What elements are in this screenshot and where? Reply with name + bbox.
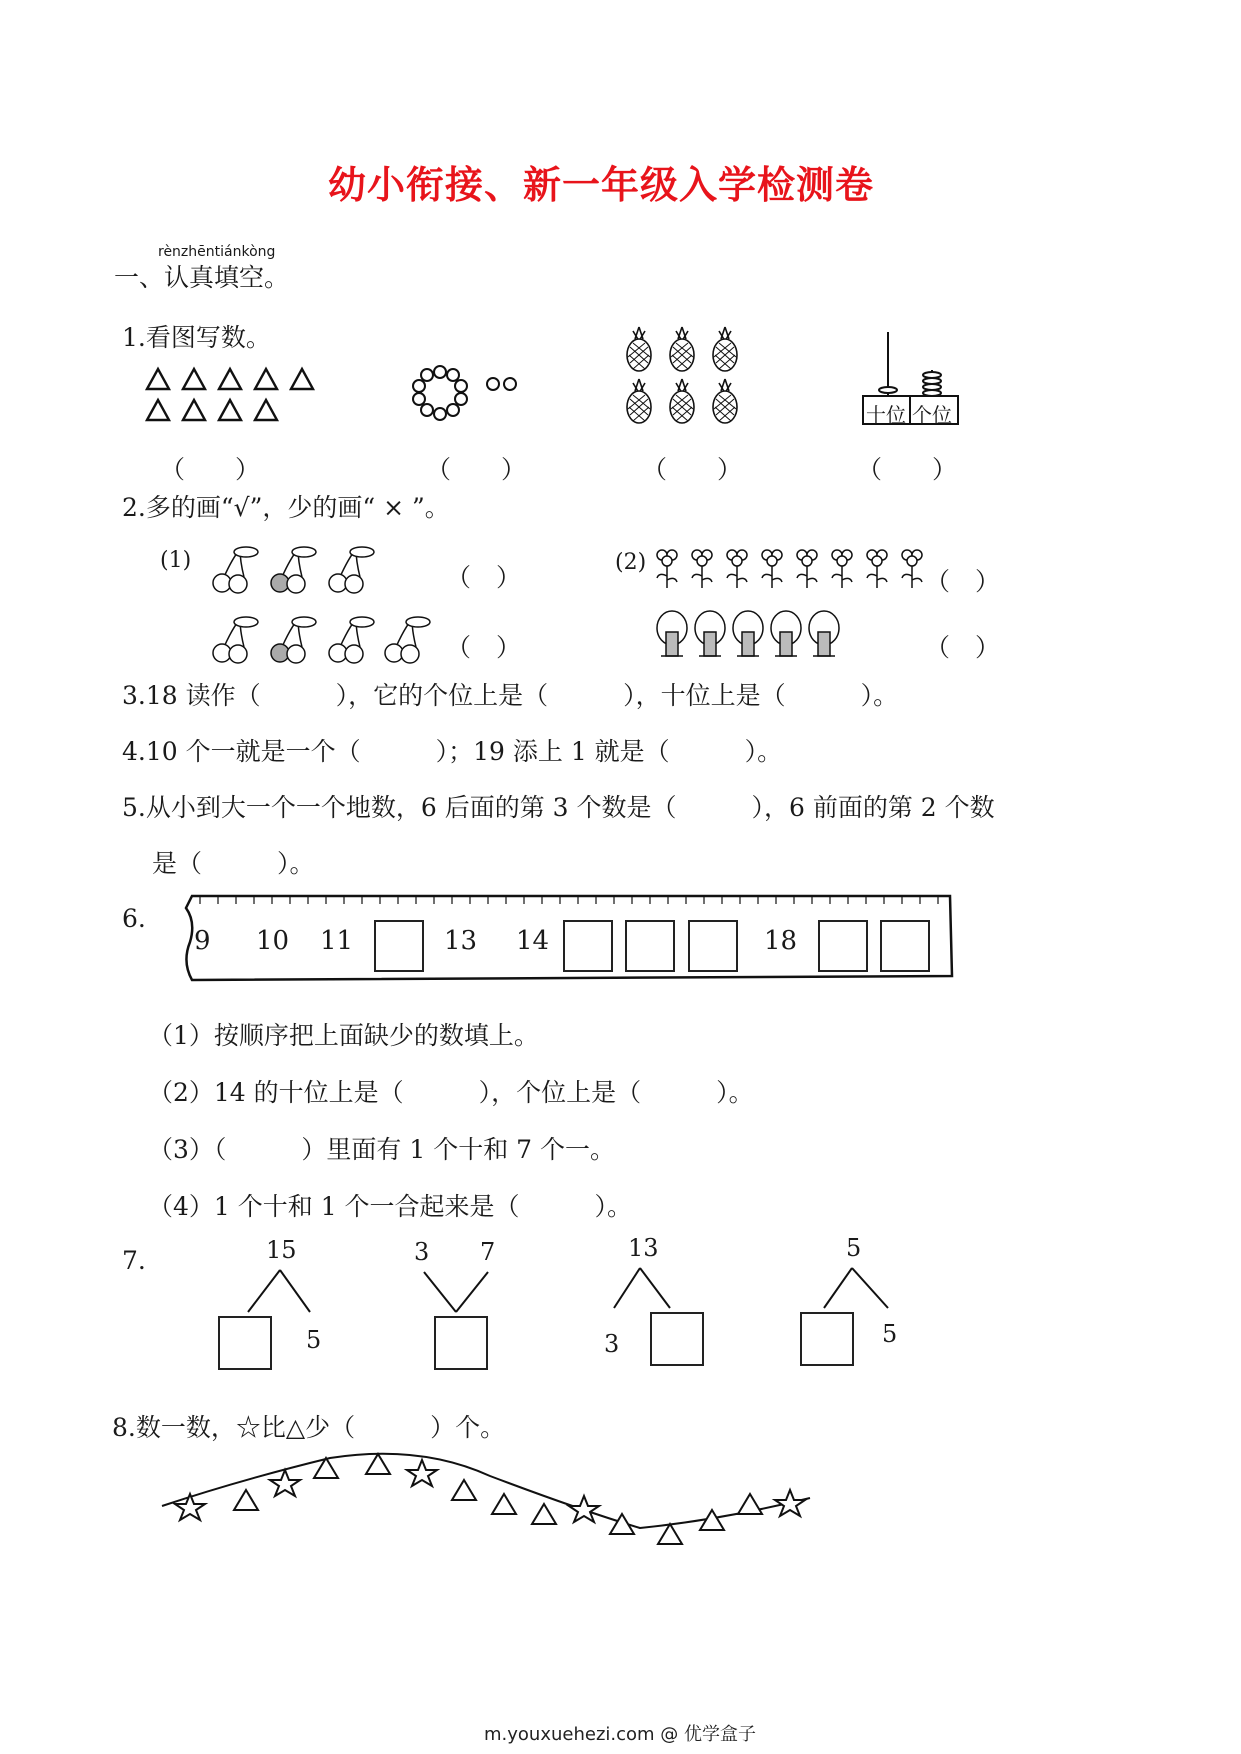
- ruler-blank-17[interactable]: [688, 920, 738, 972]
- q5-text-line1: 5.从小到大一个一个地数，6 后面的第 3 个数是（ ），6 前面的第 2 个数: [122, 793, 995, 822]
- q7-tree-3-left: 3: [604, 1330, 620, 1358]
- section-heading: 一、认真填空。: [114, 263, 290, 292]
- q7-tree-1-top: 15: [266, 1236, 297, 1264]
- ruler-blank-15[interactable]: [563, 920, 613, 972]
- q1-pineapples-figure: [625, 325, 745, 430]
- q2-part1-label: (1): [160, 548, 192, 573]
- q6-sub2: （2）14 的十位上是（ ），个位上是（ ）。: [148, 1078, 754, 1107]
- q7-tree-1-box[interactable]: [218, 1316, 272, 1370]
- q1-blank-2[interactable]: （ ）: [426, 455, 527, 484]
- q2-trees-row: [655, 610, 855, 665]
- q2-flowers-row: [655, 548, 935, 593]
- q2-label: 2.多的画“√”，少的画“ × ”。: [122, 493, 450, 522]
- q7-tree-3-lines: [610, 1266, 710, 1316]
- q1-blank-1[interactable]: （ ）: [160, 455, 261, 484]
- q6-sub4: （4）1 个十和 1 个一合起来是（ ）。: [148, 1192, 633, 1221]
- ruler-number-9: 9: [194, 926, 211, 956]
- ruler-blank-20[interactable]: [880, 920, 930, 972]
- q7-tree-2-right: 7: [480, 1238, 496, 1266]
- q7-tree-3-box[interactable]: [650, 1312, 704, 1366]
- q2-part1-blank-1[interactable]: （ ）: [446, 563, 522, 592]
- q1-blank-4[interactable]: （ ）: [857, 455, 958, 484]
- q2-cherries-row1: [210, 545, 390, 595]
- ruler-blank-12[interactable]: [374, 920, 424, 972]
- ruler-number-13: 13: [444, 926, 478, 956]
- footer-watermark: m.youxuehezi.com @ 优学盒子: [484, 1724, 757, 1745]
- q1-circles-figure: [410, 365, 520, 425]
- q7-label: 7.: [122, 1246, 146, 1275]
- ruler-number-18: 18: [764, 926, 798, 956]
- q7-tree-2-left: 3: [414, 1238, 430, 1266]
- q7-tree-1-lines: [240, 1268, 340, 1318]
- q7-tree-4-box[interactable]: [800, 1312, 854, 1366]
- q1-triangles-figure: [145, 365, 315, 425]
- q7-tree-2-box[interactable]: [434, 1316, 488, 1370]
- q3-text: 3.18 读作（ ），它的个位上是（ ），十位上是（ ）。: [122, 681, 899, 710]
- ruler-blank-16[interactable]: [625, 920, 675, 972]
- q6-sub1: （1）按顺序把上面缺少的数填上。: [148, 1021, 539, 1050]
- q1-blank-3[interactable]: （ ）: [642, 455, 743, 484]
- ruler-number-14: 14: [516, 926, 550, 956]
- section-pinyin: rènzhēntiánkòng: [158, 244, 276, 260]
- q7-tree-4-right: 5: [882, 1320, 898, 1348]
- q7-tree-4-lines: [820, 1266, 920, 1316]
- q5-text-line2: 是（ ）。: [152, 849, 315, 878]
- ruler-number-10: 10: [256, 926, 290, 956]
- q7-tree-3-top: 13: [628, 1234, 659, 1262]
- q7-tree-4-top: 5: [846, 1234, 862, 1262]
- ruler-blank-19[interactable]: [818, 920, 868, 972]
- q2-cherries-row2: [210, 615, 450, 665]
- q2-part2-blank-1[interactable]: （ ）: [925, 567, 1001, 596]
- abacus-tens-label: 十位: [866, 403, 906, 427]
- q2-part1-blank-2[interactable]: （ ）: [446, 633, 522, 662]
- q7-tree-1-right: 5: [306, 1326, 322, 1354]
- q1-label: 1.看图写数。: [122, 323, 271, 352]
- q4-text: 4.10 个一就是一个（ ）；19 添上 1 就是（ ）。: [122, 737, 783, 766]
- page-title: 幼小衔接、新一年级入学检测卷: [328, 162, 875, 207]
- q6-label: 6.: [122, 904, 146, 933]
- q7-tree-2-lines: [420, 1268, 520, 1318]
- q8-stars-triangles-figure: [160, 1440, 820, 1550]
- q8-text: 8.数一数，☆比△少（ ）个。: [112, 1413, 506, 1442]
- ruler-number-11: 11: [320, 926, 354, 956]
- abacus-ones-label: 个位: [912, 403, 952, 427]
- q6-sub3: （3）（ ）里面有 1 个十和 7 个一。: [148, 1135, 616, 1164]
- q2-part2-label: (2): [615, 550, 647, 575]
- q2-part2-blank-2[interactable]: （ ）: [925, 633, 1001, 662]
